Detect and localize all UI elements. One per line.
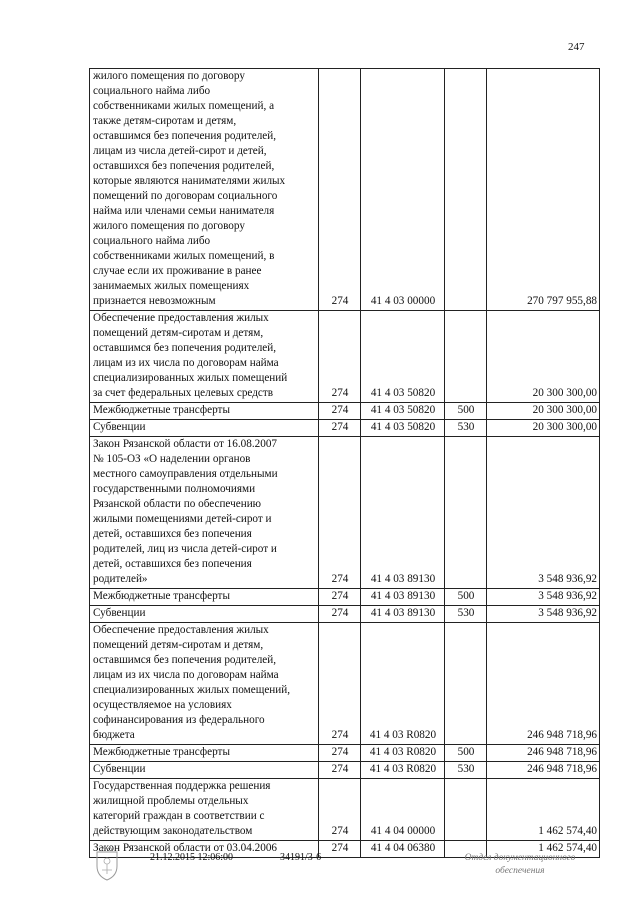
row-name-cell: Межбюджетные трансферты <box>90 745 319 762</box>
row-code-cell: 274 <box>319 420 361 437</box>
row-code-cell: 274 <box>319 403 361 420</box>
row-amount-cell: 246 948 718,96 <box>487 745 600 762</box>
row-name-cell: жилого помещения по договору социального найма либо собственниками жилых помещений, а также детям-сиротам и детям, оставшимся без попечения родителей, лицам из числа детей-сирот и детей, оставшихся без попечения родителей, которые являются нанимателями жилых помещений по договорам социального найма или членами семьи нанимателя жилого помещения по договору социального найма либо собственниками жилых помещений, в случае если их проживание в ранее занимаемых жилых помещениях признается невозможным <box>90 69 319 311</box>
footer-datetime: 21.12.2015 12:06:00 <box>150 852 234 863</box>
row-target-article-cell: 41 4 03 89130 <box>361 606 445 623</box>
table-row <box>90 403 600 420</box>
table-row <box>90 762 600 779</box>
table-row <box>90 623 600 745</box>
department-stamp <box>445 852 595 878</box>
stamp-line-2: обеспечения <box>495 866 545 876</box>
row-code-cell: 274 <box>319 437 361 589</box>
row-amount-cell: 1 462 574,40 <box>487 841 600 858</box>
row-amount-cell: 20 300 300,00 <box>487 420 600 437</box>
row-code-cell: 274 <box>319 589 361 606</box>
row-target-article-cell: 41 4 03 89130 <box>361 589 445 606</box>
row-expense-type-cell <box>445 69 487 311</box>
table-row <box>90 311 600 403</box>
row-target-article-cell: 41 4 03 R0820 <box>361 623 445 745</box>
row-name-cell: Субвенции <box>90 420 319 437</box>
table-row <box>90 589 600 606</box>
row-expense-type-cell: 530 <box>445 606 487 623</box>
row-target-article-cell: 41 4 04 00000 <box>361 779 445 841</box>
row-expense-type-cell <box>445 779 487 841</box>
row-target-article-cell: 41 4 03 R0820 <box>361 745 445 762</box>
row-amount-cell: 20 300 300,00 <box>487 311 600 403</box>
row-name-cell: Закон Рязанской области от 16.08.2007 № 105-ОЗ «О наделении органов местного самоуправления отдельными государственными полномочиями Рязанской области по обеспечению жилыми помещениями детей-сирот и детей, оставшихся без попечения родителей, лиц из числа детей-сирот и детей, оставшихся без попечения родителей» <box>90 437 319 589</box>
table-row <box>90 420 600 437</box>
row-code-cell: 274 <box>319 779 361 841</box>
table-row <box>90 606 600 623</box>
row-code-cell: 274 <box>319 745 361 762</box>
row-expense-type-cell <box>445 437 487 589</box>
row-code-cell: 274 <box>319 69 361 311</box>
row-name-cell: Закон Рязанской области от 03.04.2006 <box>90 841 319 858</box>
row-expense-type-cell <box>445 623 487 745</box>
page-number: 247 <box>568 41 585 53</box>
row-code-cell: 274 <box>319 623 361 745</box>
row-name-cell: Субвенции <box>90 762 319 779</box>
row-amount-cell: 1 462 574,40 <box>487 779 600 841</box>
table-row <box>90 69 600 311</box>
row-expense-type-cell <box>445 311 487 403</box>
row-code-cell: 274 <box>319 841 361 858</box>
table-row <box>90 745 600 762</box>
row-target-article-cell: 41 4 03 89130 <box>361 437 445 589</box>
row-target-article-cell: 41 4 04 06380 <box>361 841 445 858</box>
row-amount-cell: 3 548 936,92 <box>487 589 600 606</box>
table-row <box>90 437 600 589</box>
row-code-cell: 274 <box>319 762 361 779</box>
row-name-cell: Межбюджетные трансферты <box>90 589 319 606</box>
row-expense-type-cell: 500 <box>445 403 487 420</box>
row-amount-cell: 3 548 936,92 <box>487 606 600 623</box>
row-expense-type-cell: 530 <box>445 762 487 779</box>
row-amount-cell: 270 797 955,88 <box>487 69 600 311</box>
row-expense-type-cell: 500 <box>445 589 487 606</box>
row-amount-cell: 3 548 936,92 <box>487 437 600 589</box>
row-amount-cell: 246 948 718,96 <box>487 762 600 779</box>
row-target-article-cell: 41 4 03 R0820 <box>361 762 445 779</box>
table-row <box>90 779 600 841</box>
row-code-cell: 274 <box>319 311 361 403</box>
row-name-cell: Субвенции <box>90 606 319 623</box>
row-expense-type-cell: 500 <box>445 745 487 762</box>
row-name-cell: Межбюджетные трансферты <box>90 403 319 420</box>
row-target-article-cell: 41 4 03 50820 <box>361 403 445 420</box>
row-name-cell: Обеспечение предоставления жилых помещений детям-сиротам и детям, оставшимся без попечения родителей, лицам из их числа по договорам найма специализированных жилых помещений, осуществляемое на условиях софинансирования из федерального бюджета <box>90 623 319 745</box>
row-name-cell: Обеспечение предоставления жилых помещений детям-сиротам и детям, оставшимся без попечения родителей, лицам из их числа по договорам найма специализированных жилых помещений за счет федеральных целевых средств <box>90 311 319 403</box>
row-code-cell: 274 <box>319 606 361 623</box>
coat-of-arms-emblem <box>93 846 121 882</box>
row-name-cell: Государственная поддержка решения жилищной проблемы отдельных категорий граждан в соответствии с действующим законодательством <box>90 779 319 841</box>
row-amount-cell: 246 948 718,96 <box>487 623 600 745</box>
row-target-article-cell: 41 4 03 00000 <box>361 69 445 311</box>
budget-table <box>89 68 600 858</box>
row-amount-cell: 20 300 300,00 <box>487 403 600 420</box>
row-target-article-cell: 41 4 03 50820 <box>361 420 445 437</box>
footer-doc-number: 34191/3-6 <box>280 852 322 863</box>
row-expense-type-cell: 530 <box>445 420 487 437</box>
row-target-article-cell: 41 4 03 50820 <box>361 311 445 403</box>
stamp-line-1: Отдел документационного <box>464 853 576 863</box>
